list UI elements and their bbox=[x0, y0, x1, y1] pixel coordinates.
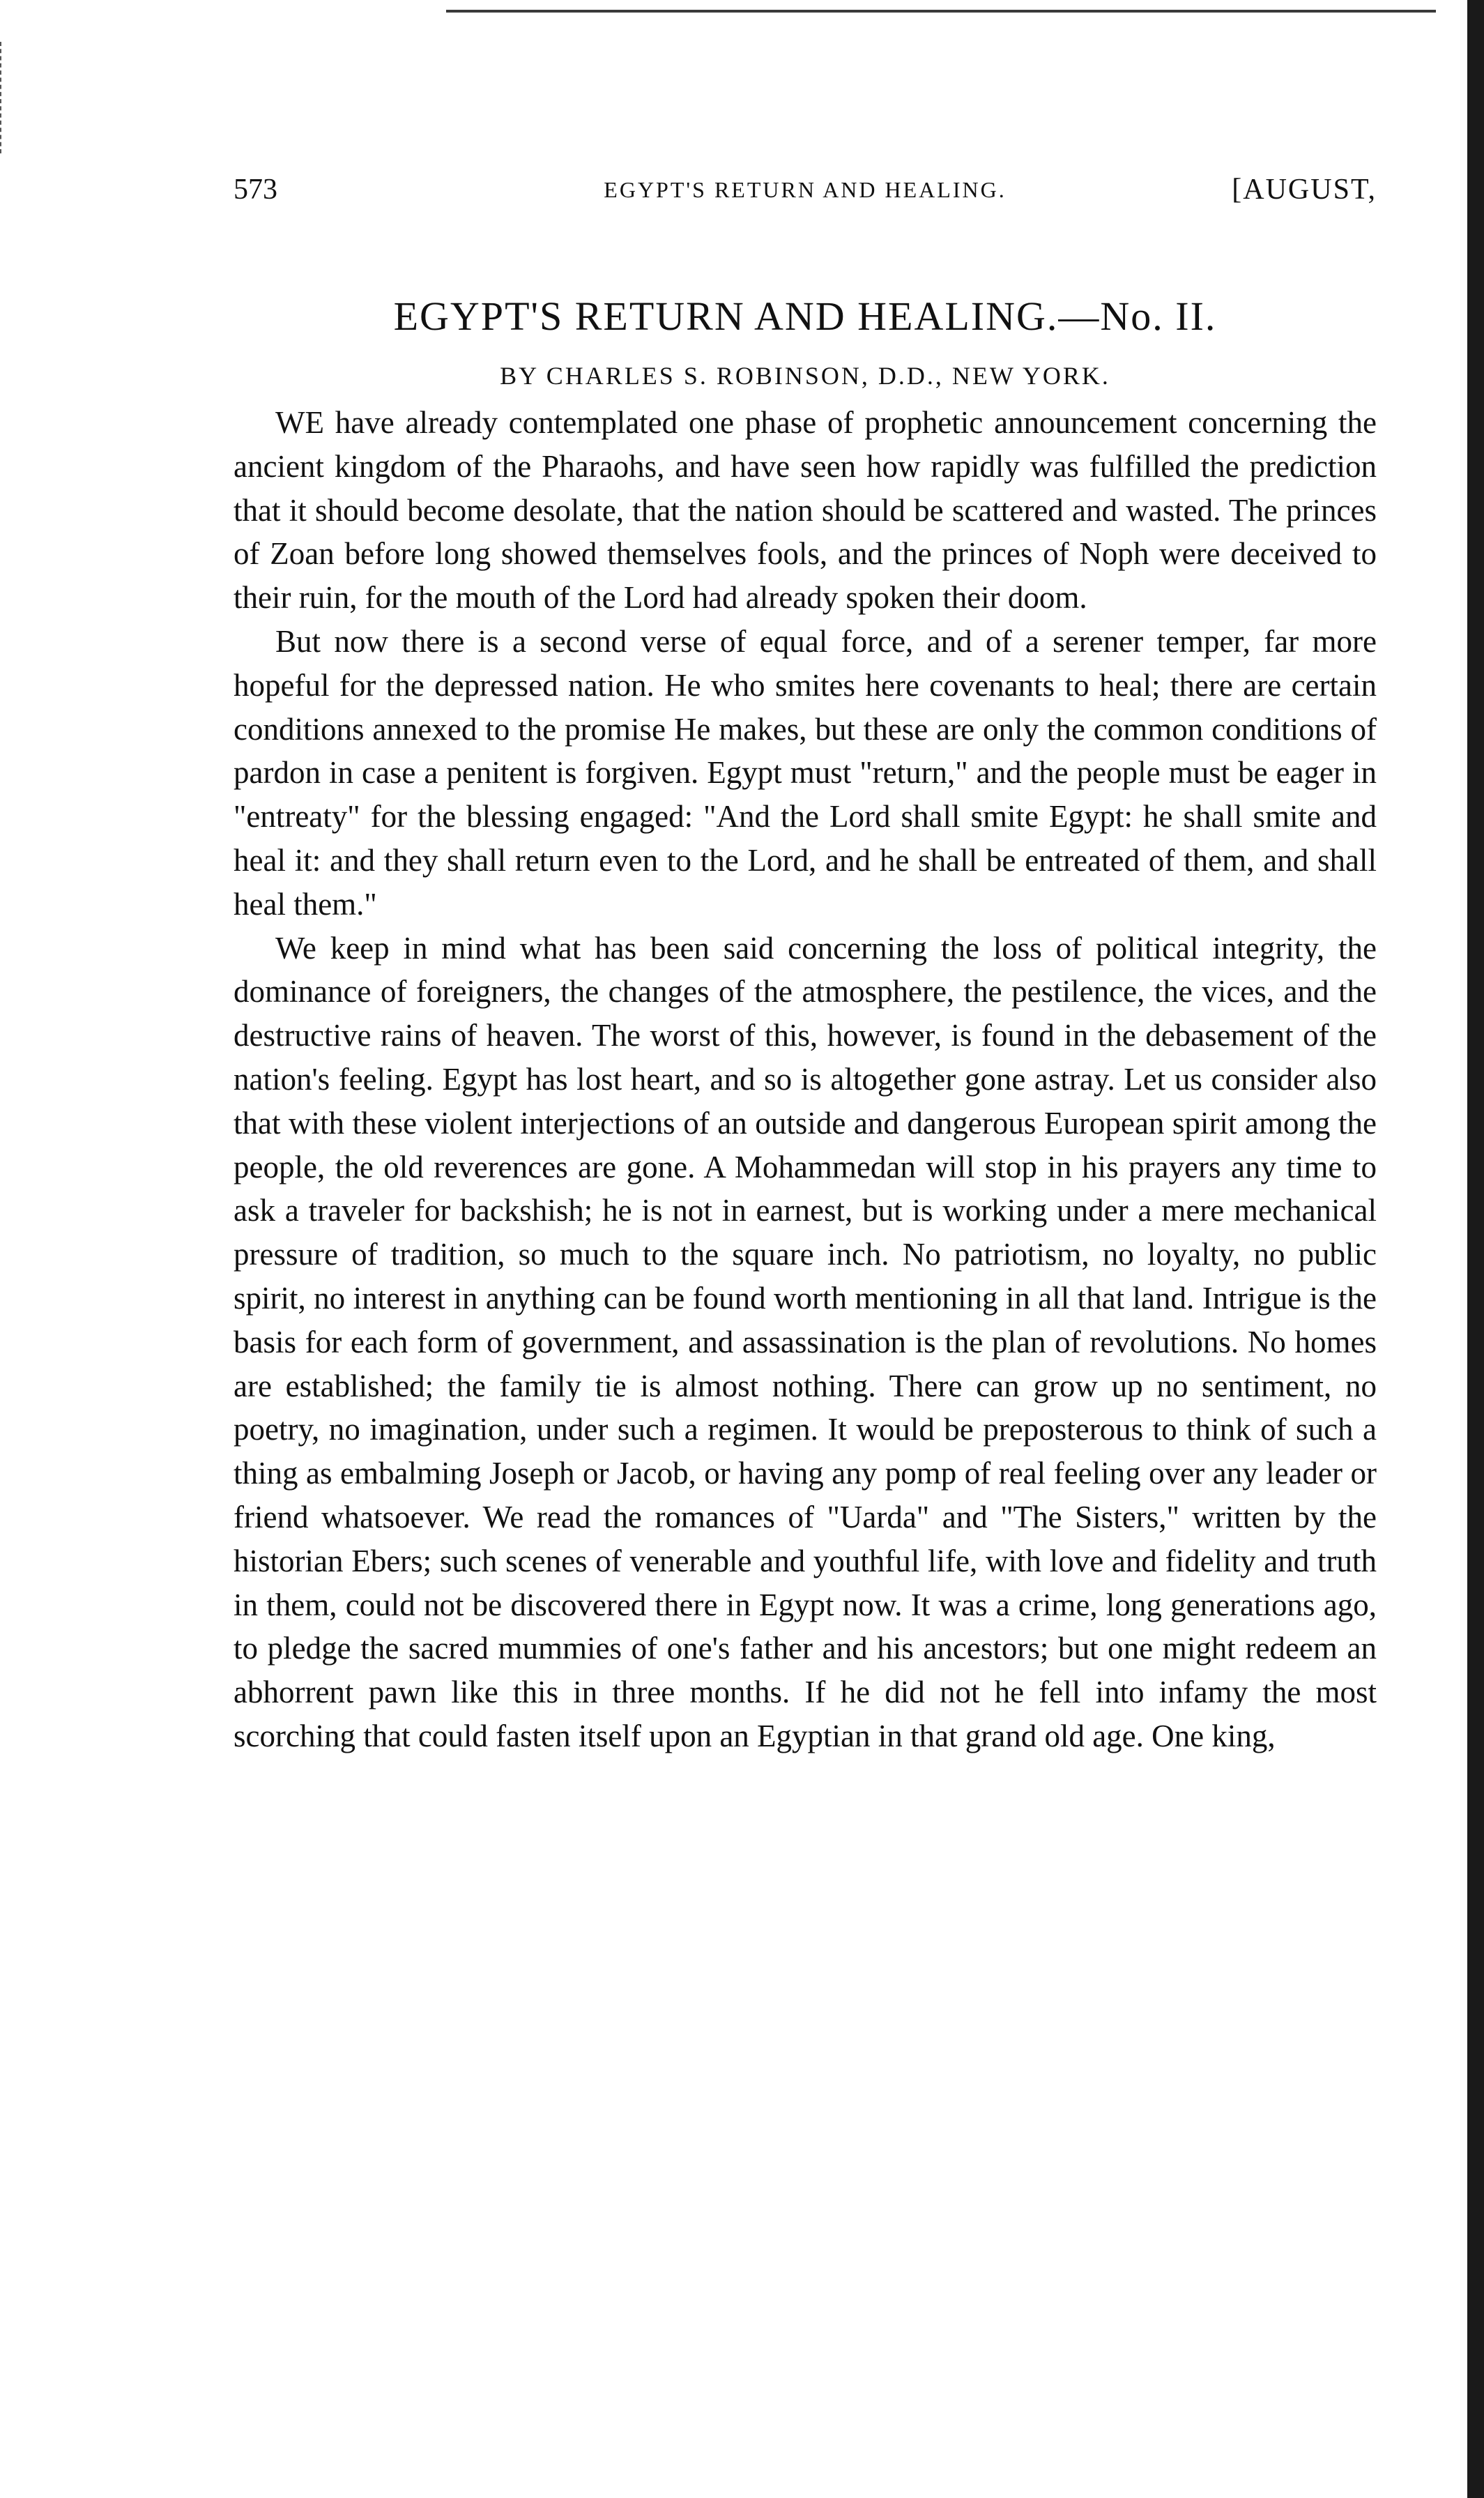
scan-left-edge bbox=[0, 42, 8, 153]
paragraph-2: But now there is a second verse of equal force, and of a serener temper, far more hopeful for the depressed nation. He who smites here covenants to heal; there are certain conditions annexed to the promise He makes, but these are only the common conditions of pardon in case a penitent is forgiven. Egypt must "return," and the people must be eager in "entreaty" for the blessing engaged: "And the Lord shall smite Egypt: he shall smite and heal it: and they shall return even to the Lord, and he shall be entreated of them, and shall heal them." bbox=[234, 623, 1377, 922]
article-byline: BY CHARLES S. ROBINSON, D.D., NEW YORK. bbox=[500, 362, 1110, 390]
scan-top-rule bbox=[446, 10, 1436, 13]
running-date: [AUGUST, bbox=[1232, 174, 1377, 206]
page-number: 573 bbox=[234, 174, 277, 206]
paragraph-1: WE have already contemplated one phase of prophetic announcement concerning the ancient kingdom of the Pharaohs, and have seen how rapidly was fulfilled the prediction that it should become desolate, that the nation should be scattered and wasted. The princes of Zoan before long showed themselves fools, and the princes of Noph were deceived to their ruin, for the mouth of the Lord had already spoken their doom. bbox=[234, 405, 1377, 616]
paragraph-3: We keep in mind what has been said concerning the loss of political integrity, the dominance of foreigners, the changes of the atmosphere, the pestilence, the vices, and the destructive rains of heaven. The worst of this, however, is found in the debasement of the nation's feeling. Egypt has lost heart, and so is altogether gone astray. Let us consider also that with these violent interjections of an outside and dangerous European spirit among the people, the old reverences are gone. A Mohammedan will stop in his prayers any time to ask a traveler for backshish; he is not in earnest, but is working under a mere mechanical pressure of tradition, so much to the square inch. No patriotism, no loyalty, no public spirit, no interest in anything can be found worth mentioning in all that land. Intrigue is the basis for each form of government, and assassination is the plan of revolutions. No homes are established; the family tie is almost nothing. There can grow up no sentiment, no poetry, no imagination, under such a regimen. It would be preposterous to think of such a thing as embalming Joseph or Jacob, or having any pomp of real feeling over any leader or friend whatsoever. We read the romances of "Uarda" and "The Sisters," written by the historian Ebers; such scenes of venerable and youthful life, with love and fidelity and truth in them, could not be discovered there in Egypt now. It was a crime, long generations ago, to pledge the sacred mummies of one's father and his ancestors; but one might redeem an abhorrent pawn like this in three months. If he did not he fell into infamy the most scorching that could fasten itself upon an Egyptian in that grand old age. One king, bbox=[234, 930, 1377, 1753]
scan-binding-edge bbox=[1467, 0, 1484, 2498]
running-head bbox=[234, 173, 1377, 215]
article-title: EGYPT'S RETURN AND HEALING.—No. II. bbox=[393, 294, 1217, 339]
running-title: EGYPT'S RETURN AND HEALING. bbox=[604, 177, 1007, 202]
article-body bbox=[234, 401, 1377, 1758]
